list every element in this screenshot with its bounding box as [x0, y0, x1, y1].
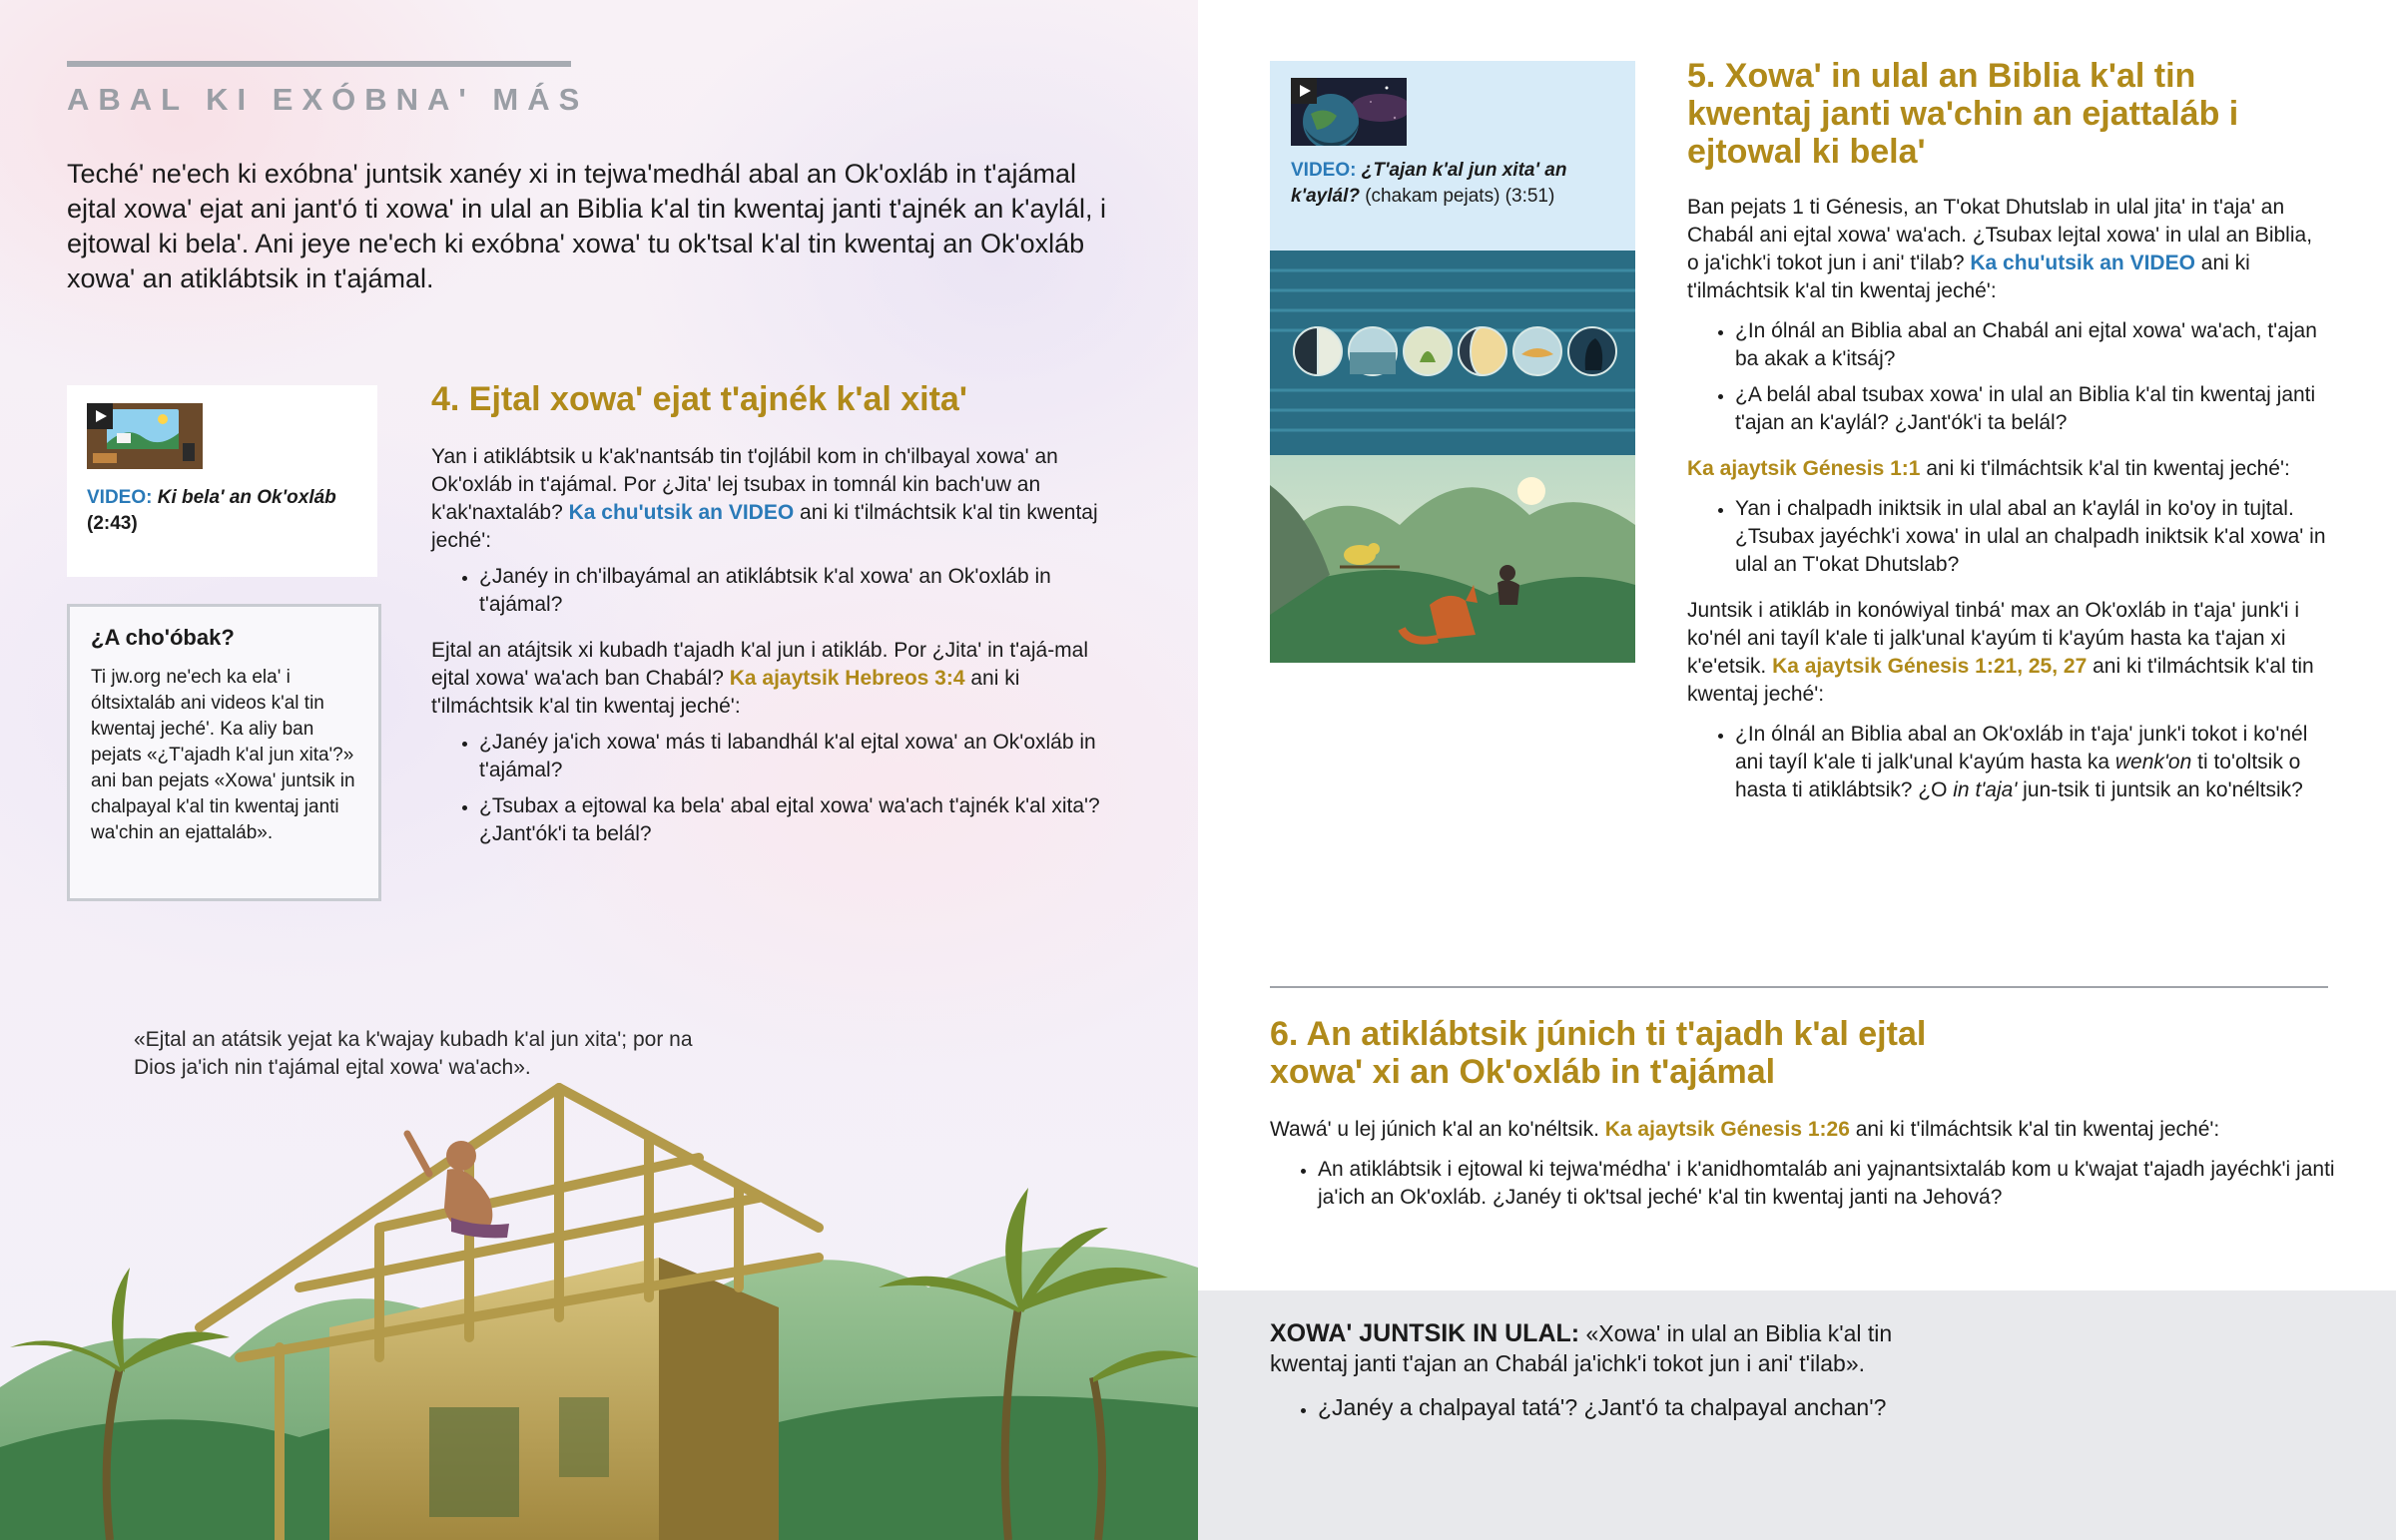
scripture-link[interactable]: Ka ajaytsik Génesis 1:1: [1687, 457, 1921, 480]
section-5-body: [1687, 194, 2326, 812]
list-item: [1735, 721, 2326, 804]
scripture-link[interactable]: Ka ajaytsik Génesis 1:26: [1604, 1118, 1850, 1141]
summary-text: [1270, 1318, 1909, 1430]
section-6-title: 6. An atiklábtsik júnich ti t'ajadh k'al ejtal xowa' xi an Ok'oxláb in t'ajámal: [1270, 1015, 1927, 1091]
section-6-list-1: [1270, 1156, 2338, 1212]
summary-panel: [1198, 1290, 2396, 1540]
section-divider: [1270, 986, 2328, 988]
video-caption-right: [1291, 158, 1620, 210]
video-duration: (2:43): [87, 513, 138, 534]
section-5-list-3: [1687, 721, 2326, 804]
sidebar-title: ¿A cho'óbak?: [91, 625, 235, 650]
landscape-fox-bird-image: [1270, 455, 1635, 663]
paragraph-tail: ani ki t'ilmáchtsik k'al tin kwentaj jeché':: [431, 501, 1098, 552]
video-title[interactable]: ¿T'ajan k'al jun xita' an k'aylál?: [1291, 160, 1567, 207]
intro-paragraph: Teché' ne'ech ki exóbna' juntsik xanéy xi in tejwa'medhál abal an Ok'oxláb in t'ajámal ejtal xowa' ejat ani jant'ó ti xowa' in ulal an Biblia k'al tin kwentaj janti t'ajnék an k'aylál, i ejtowal ki bela'. Ani jeye ne'ech ki exóbna' xowa' tu ok'tsal k'al tin kwentaj an Ok'oxláb xowa' an atiklábtsik in t'ajámal.: [67, 159, 1106, 293]
video-card-right[interactable]: [1270, 61, 1635, 251]
creation-days-image: [1270, 251, 1635, 455]
list-emphasis: wenk'on: [2114, 751, 2192, 773]
list-item: • An atiklábtsik i ejtowal ki tejwa'médha' i k'anidhomtaláb ani yajnantsixtaláb kom u k'wajat t'ajadh jayéchk'i janti ja'ich an Ok'oxláb. ¿Janéy ti ok'tsal jeché' k'al tin kwentaj janti na Jehová?: [1318, 1156, 2338, 1212]
video-link[interactable]: Ka chu'utsik an VIDEO: [1970, 252, 2195, 274]
video-image-column[interactable]: [1270, 61, 1635, 663]
summary-quote: «Xowa' in ulal an Biblia k'al tin kwentaj janti t'ajan an Chabál ja'ichk'i tokot jun i ani' t'ilab».: [1270, 1320, 1893, 1376]
list-emphasis: in t'aja': [1953, 778, 2018, 801]
list-item: • ¿Janéy a chalpayal tatá'? ¿Jant'ó ta chalpayal anchan'?: [1318, 1392, 1909, 1422]
list-text: jun-tsik ti juntsik an ko'néltsik?: [2023, 778, 2303, 801]
paragraph-tail: ani ki t'ilmáchtsik k'al tin kwentaj jeché':: [1687, 252, 2250, 302]
paragraph-text: Yan i atiklábtsik u k'ak'nantsáb tin t'ojlábil kom in ch'ilbayal xowa' an Ok'oxláb in t'ajámal. Por ¿Jita' lej tsubax in tomnál kin bach'uw an k'ak'naxtaláb?: [431, 445, 1058, 524]
section-5-paragraph-3: [1687, 597, 2326, 709]
video-title[interactable]: Ki bela' an Ok'oxláb: [157, 487, 336, 508]
summary-label: XOWA' JUNTSIK IN ULAL:: [1270, 1319, 1580, 1347]
video-meta: (chakam pejats) (3:51): [1365, 186, 1555, 207]
did-you-know-box: [67, 604, 381, 901]
play-icon[interactable]: [87, 403, 113, 429]
list-text: ti to'oltsik o hasta ti atiklábtsik? ¿O: [1735, 751, 2301, 801]
section-4-list-1: [431, 563, 1120, 619]
section-6-body: [1270, 1116, 2338, 1220]
paragraph-text: Juntsik i atikláb in konówiyal tinbá' max an Ok'oxláb in t'aja' junk'i i ko'nél ani tayíl k'ale ti jalk'unal k'ayúm ti k'ayúm hasta ka t'ajan xi k'e'etsik.: [1687, 599, 2300, 678]
sidebar-body: Ti jw.org ne'ech ka ela' i óltsixtaláb ani videos k'al tin kwentaj jeché'. Ka aliy ban pejats «¿T'ajadh k'al jun xita'?» ani ban pejats «Xowa' juntsik in chalpayal k'al tin kwentaj janti wa'chin an ejattaláb».: [91, 667, 355, 843]
section-5-list-1: [1687, 317, 2326, 437]
video-link[interactable]: Ka chu'utsik an VIDEO: [568, 501, 795, 524]
list-item: • ¿Tsubax a ejtowal ka bela' abal ejtal xowa' wa'ach t'ajnék k'al xita'? ¿Jant'ók'i ta belál?: [479, 792, 1120, 848]
video-caption-left: [87, 485, 346, 537]
scripture-link[interactable]: Ka ajaytsik Génesis 1:21, 25, 27: [1772, 655, 2088, 678]
paragraph-text: Ejtal an atájtsik xi kubadh t'ajadh k'al jun i atikláb. Por ¿Jita' in t'ajá-mal ejtal xowa' wa'ach ban Chabál?: [431, 639, 1089, 690]
illustration-bamboo-house: [0, 928, 1198, 1540]
list-item: • Yan i chalpadh iniktsik in ulal abal an k'aylál in ko'oy in tujtal. ¿Tsubax jayéchk'i xowa' in ulal an chalpadh iniktsik k'al xowa' in ulal an T'okat Dhutslab?: [1735, 495, 2326, 579]
play-icon[interactable]: [1291, 78, 1317, 104]
section-5-list-2: [1687, 495, 2326, 579]
section-4-body: [431, 443, 1120, 856]
scripture-link[interactable]: Ka ajaytsik Hebreos 3:4: [729, 667, 965, 690]
list-item: • ¿Janéy in ch'ilbayámal an atiklábtsik k'al xowa' an Ok'oxláb in t'ajámal?: [479, 563, 1120, 619]
top-rule: [67, 61, 571, 67]
section-4-title: 4. Ejtal xowa' ejat t'ajnék k'al xita': [431, 380, 967, 418]
video-thumbnail[interactable]: [1291, 78, 1407, 146]
video-thumbnail[interactable]: [87, 403, 203, 469]
section-4-paragraph-2: [431, 637, 1120, 721]
paragraph-tail: ani ki t'ilmáchtsik k'al tin kwentaj jeché':: [431, 667, 1020, 718]
right-page: [1198, 0, 2396, 1540]
list-item: • ¿A belál abal tsubax xowa' in ulal an Biblia k'al tin kwentaj janti t'ajan an k'aylál? ¿Jant'ók'i ta belál?: [1735, 381, 2326, 437]
list-item: • ¿Janéy ja'ich xowa' más ti labandhál k'al ejtal xowa' an Ok'oxláb in t'ajámal?: [479, 729, 1120, 784]
paragraph-tail: ani ki t'ilmáchtsik k'al tin kwentaj jeché':: [1926, 457, 2290, 480]
section-4-paragraph-1: [431, 443, 1120, 555]
paragraph-tail: ani ki t'ilmáchtsik k'al tin kwentaj jeché':: [1855, 1118, 2220, 1141]
video-label: VIDEO:: [1291, 160, 1357, 181]
summary-list: [1270, 1392, 1909, 1422]
paragraph-text: Wawá' u lej júnich k'al an ko'néltsik.: [1270, 1118, 1599, 1141]
section-5-title: 5. Xowa' in ulal an Biblia k'al tin kwentaj janti wa'chin an ejattaláb i ejtowal ki bela': [1687, 57, 2239, 171]
section-5-paragraph-2: [1687, 455, 2326, 483]
paragraph-tail: ani ki t'ilmáchtsik k'al tin kwentaj jeché':: [1687, 655, 2314, 706]
section-5-paragraph-1: [1687, 194, 2326, 305]
list-item: • ¿In ólnál an Biblia abal an Chabál ani ejtal xowa' wa'ach, t'ajan ba akak a k'itsáj?: [1735, 317, 2326, 373]
list-text: ¿In ólnál an Biblia abal an Ok'oxláb in t'aja' junk'i tokot i ko'nél ani tayíl k'ale ti jalk'unal k'ayúm hasta ka: [1735, 723, 2308, 773]
illustration-caption: «Ejtal an atátsik yejat ka k'wajay kubadh k'al jun xita'; por na Dios ja'ich nin t'ajámal ejtal xowa' wa'ach».: [134, 1028, 693, 1079]
section-kicker: ABAL KI EXÓBNA' MÁS: [67, 82, 589, 117]
section-4-list-2: [431, 729, 1120, 848]
video-card-left[interactable]: [67, 385, 377, 577]
summary-paragraph: [1270, 1318, 1909, 1378]
video-label: VIDEO:: [87, 487, 153, 508]
paragraph-text: Ban pejats 1 ti Génesis, an T'okat Dhutslab in ulal jita' in t'aja' an Chabál ani ejtal xowa' wa'ach. ¿Tsubax lejtal xowa' in ulal an Biblia, o ja'ichk'i tokot jun i ani' t'ilab?: [1687, 196, 2313, 274]
section-6-paragraph-1: [1270, 1116, 2338, 1144]
